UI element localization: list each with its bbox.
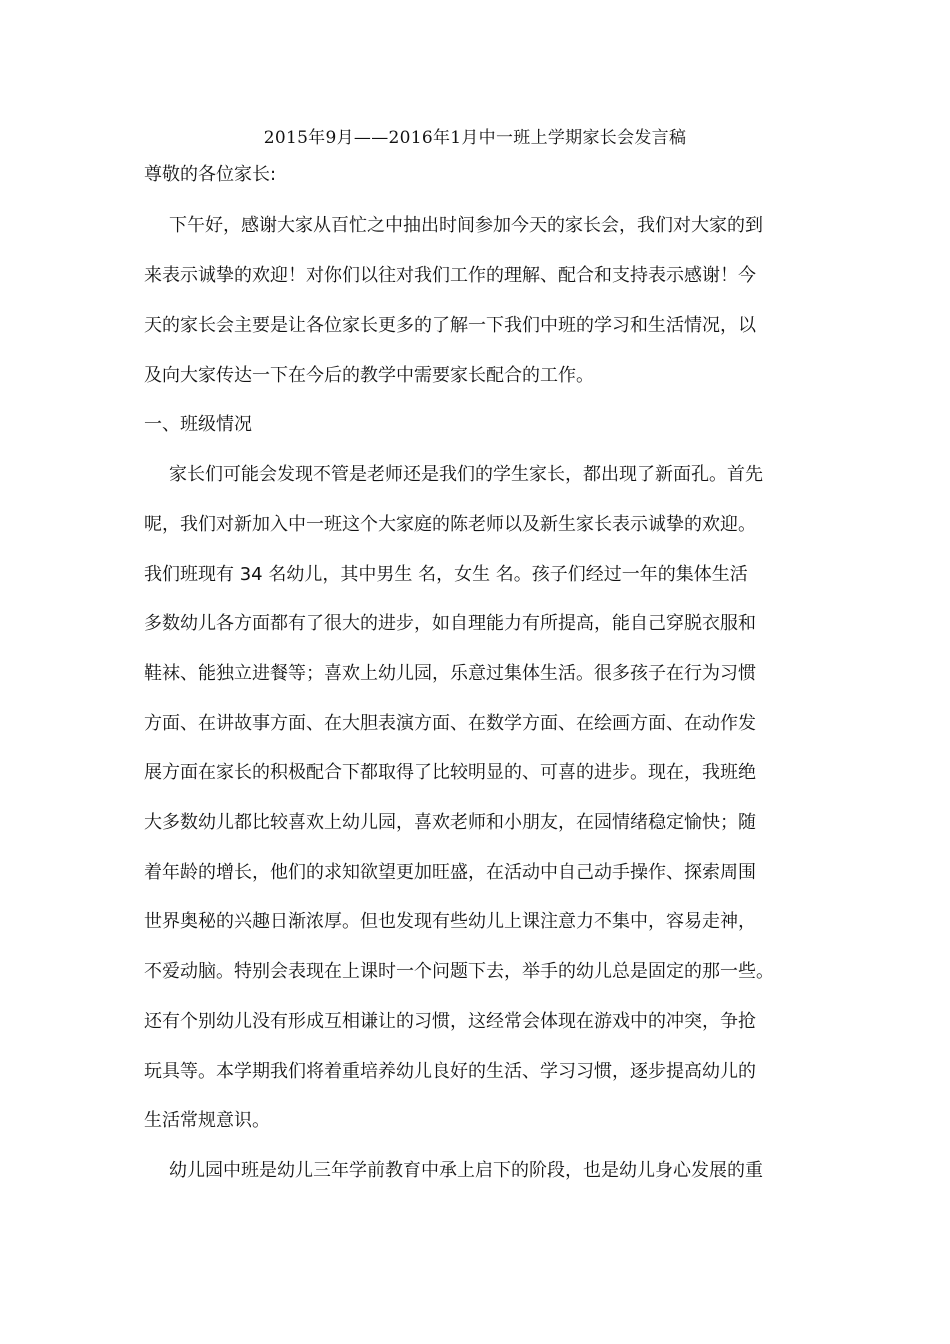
paragraph-line: 鞋袜、能独立进餐等；喜欢上幼儿园，乐意过集体生活。很多孩子在行为习惯 [144, 663, 756, 684]
document-title: 2015年9月——2016年1月中一班上学期家长会发言稿 [263, 128, 687, 148]
paragraph-line: 多数幼儿各方面都有了很大的进步，如自理能力有所提高，能自己穿脱衣服和 [144, 613, 756, 634]
section-heading: 一、班级情况 [144, 414, 252, 435]
paragraph-line: 方面、在讲故事方面、在大胆表演方面、在数学方面、在绘画方面、在动作发 [144, 713, 756, 734]
paragraph-line: 玩具等。本学期我们将着重培养幼儿良好的生活、学习习惯，逐步提高幼儿的 [144, 1061, 756, 1082]
paragraph-line: 还有个别幼儿没有形成互相谦让的习惯，这经常会体现在游戏中的冲突，争抢 [144, 1011, 756, 1032]
paragraph-line: 我们班现有 34 名幼儿，其中男生 名，女生 名。孩子们经过一年的集体生活 [144, 564, 748, 585]
paragraph-line: 来表示诚挚的欢迎！对你们以往对我们工作的理解、配合和支持表示感谢！今 [144, 265, 756, 286]
paragraph-line: 大多数幼儿都比较喜欢上幼儿园，喜欢老师和小朋友，在园情绪稳定愉快；随 [144, 812, 756, 833]
paragraph-line: 下午好，感谢大家从百忙之中抽出时间参加今天的家长会，我们对大家的到 [169, 215, 763, 236]
paragraph-line: 生活常规意识。 [144, 1110, 270, 1131]
greeting-line: 尊敬的各位家长: [144, 164, 277, 185]
paragraph-line: 着年龄的增长，他们的求知欲望更加旺盛，在活动中自己动手操作、探索周围 [144, 862, 756, 883]
paragraph-line: 呢，我们对新加入中一班这个大家庭的陈老师以及新生家长表示诚挚的欢迎。 [144, 514, 756, 535]
paragraph-line: 家长们可能会发现不管是老师还是我们的学生家长，都出现了新面孔。首先 [169, 464, 763, 485]
paragraph-line: 及向大家传达一下在今后的教学中需要家长配合的工作。 [144, 365, 594, 386]
paragraph-line: 天的家长会主要是让各位家长更多的了解一下我们中班的学习和生活情况，以 [144, 315, 756, 336]
paragraph-line: 展方面在家长的积极配合下都取得了比较明显的、可喜的进步。现在，我班绝 [144, 762, 756, 783]
paragraph-line: 幼儿园中班是幼儿三年学前教育中承上启下的阶段，也是幼儿身心发展的重 [169, 1160, 763, 1181]
paragraph-line: 世界奥秘的兴趣日渐浓厚。但也发现有些幼儿上课注意力不集中，容易走神， [144, 911, 756, 932]
paragraph-line: 不爱动脑。特别会表现在上课时一个问题下去，举手的幼儿总是固定的那一些。 [144, 961, 774, 982]
